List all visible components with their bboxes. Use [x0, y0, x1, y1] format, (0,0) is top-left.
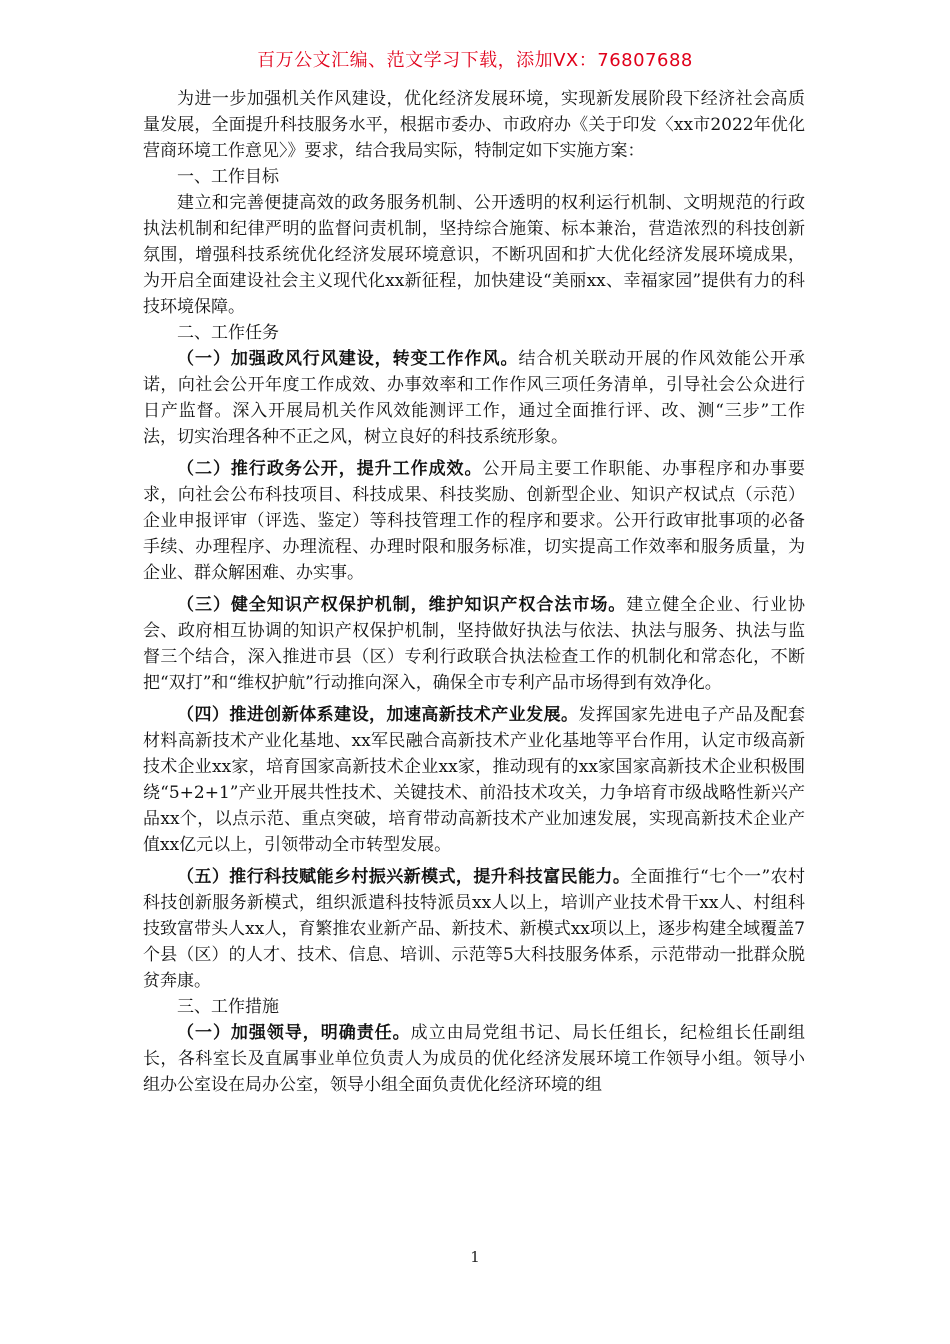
section-heading-measures: 三、工作措施	[177, 997, 279, 1017]
task-text-5: 全面推行“七个一”农村科技创新服务新模式，组织派遣科技特派员xx人以上，培训产业技术骨干xx人、村组科技致富带头人xx人，育繁推农业新产品、新技术、新模式xx项以上，逐步构建全域覆盖7个县（区）的人才、技术、信息、培训、示范等5大科技服务体系，示范带动一批群众脱贫奔康。	[143, 867, 805, 991]
goals-paragraph: 建立和完善便捷高效的政务服务机制、公开透明的权利运行机制、文明规范的行政执法机制和纪律严明的监督问责机制，坚持综合施策、标本兼治，营造浓烈的科技创新氛围，增强科技系统优化经济发展环境意识，不断巩固和扩大优化经济发展环境成果，为开启全面建设社会主义现代化xx新征程，加快建设“美丽xx、幸福家园”提供有力的科技环境保障。	[143, 193, 805, 317]
task-lead-2: （二）推行政务公开，提升工作成效。	[177, 459, 483, 479]
task-paragraph-4	[143, 702, 805, 858]
document-body	[143, 86, 805, 1098]
measure-lead-1: （一）加强领导，明确责任。	[177, 1023, 411, 1043]
task-paragraph-3	[143, 592, 805, 696]
task-text-1: 结合机关联动开展的作风效能公开承诺，向社会公开年度工作成效、办事效率和工作作风三项任务清单，引导社会公众进行日产监督。深入开展局机关作风效能测评工作，通过全面推行评、改、测“三步”工作法，切实治理各种不正之风，树立良好的科技系统形象。	[143, 349, 806, 447]
measure-paragraph-1	[143, 1020, 805, 1098]
task-paragraph-1	[143, 346, 805, 450]
task-paragraph-2	[143, 456, 805, 586]
task-lead-1: （一）加强政风行风建设，转变工作作风。	[177, 349, 519, 369]
watermark-banner: 百万公文汇编、范文学习下载，添加VX：76807688	[257, 50, 693, 71]
task-lead-4: （四）推进创新体系建设，加速高新技术产业发展。	[177, 705, 579, 725]
intro-paragraph: 为进一步加强机关作风建设，优化经济发展环境，实现新发展阶段下经济社会高质量发展，全面提升科技服务水平，根据市委办、市政府办《关于印发〈xx市2022年优化营商环境工作意见〉》要求，结合我局实际，特制定如下实施方案：	[143, 89, 805, 161]
task-text-4: 发挥国家先进电子产品及配套材料高新技术产业化基地、xx军民融合高新技术产业化基地等平台作用，认定市级高新技术企业xx家，培育国家高新技术企业xx家，推动现有的xx家国家高新技术企业积极围绕“5+2+1”产业开展共性技术、关键技术、前沿技术攻关，力争培育市级战略性新兴产品xx个，以点示范、重点突破，培育带动高新技术产业加速发展，实现高新技术企业产值xx亿元以上，引领带动全市转型发展。	[143, 705, 806, 855]
page-number: 1	[470, 1248, 480, 1266]
measure-text-1: 成立由局党组书记、局长任组长，纪检组长任副组长，各科室长及直属事业单位负责人为成员的优化经济发展环境工作领导小组。领导小组办公室设在局办公室，领导小组全面负责优化经济环境的组	[143, 1023, 806, 1095]
task-lead-3: （三）健全知识产权保护机制，维护知识产权合法市场。	[177, 595, 627, 615]
task-lead-5: （五）推行科技赋能乡村振兴新模式，提升科技富民能力。	[177, 867, 631, 887]
section-heading-tasks: 二、工作任务	[177, 323, 279, 343]
section-heading-goals: 一、工作目标	[177, 167, 279, 187]
task-text-2: 公开局主要工作职能、办事程序和办事要求，向社会公布科技项目、科技成果、科技奖励、创新型企业、知识产权试点（示范）企业申报评审（评选、鉴定）等科技管理工作的程序和要求。公开行政审批事项的必备手续、办理程序、办理流程、办理时限和服务标准，切实提高工作效率和服务质量，为企业、群众解困难、办实事。	[143, 459, 805, 583]
task-paragraph-5	[143, 864, 805, 994]
task-text-3: 建立健全企业、行业协会、政府相互协调的知识产权保护机制，坚持做好执法与依法、执法与服务、执法与监督三个结合，深入推进市县（区）专利行政联合执法检查工作的机制化和常态化，不断把“双打”和“维权护航”行动推向深入，确保全市专利产品市场得到有效净化。	[143, 595, 806, 693]
